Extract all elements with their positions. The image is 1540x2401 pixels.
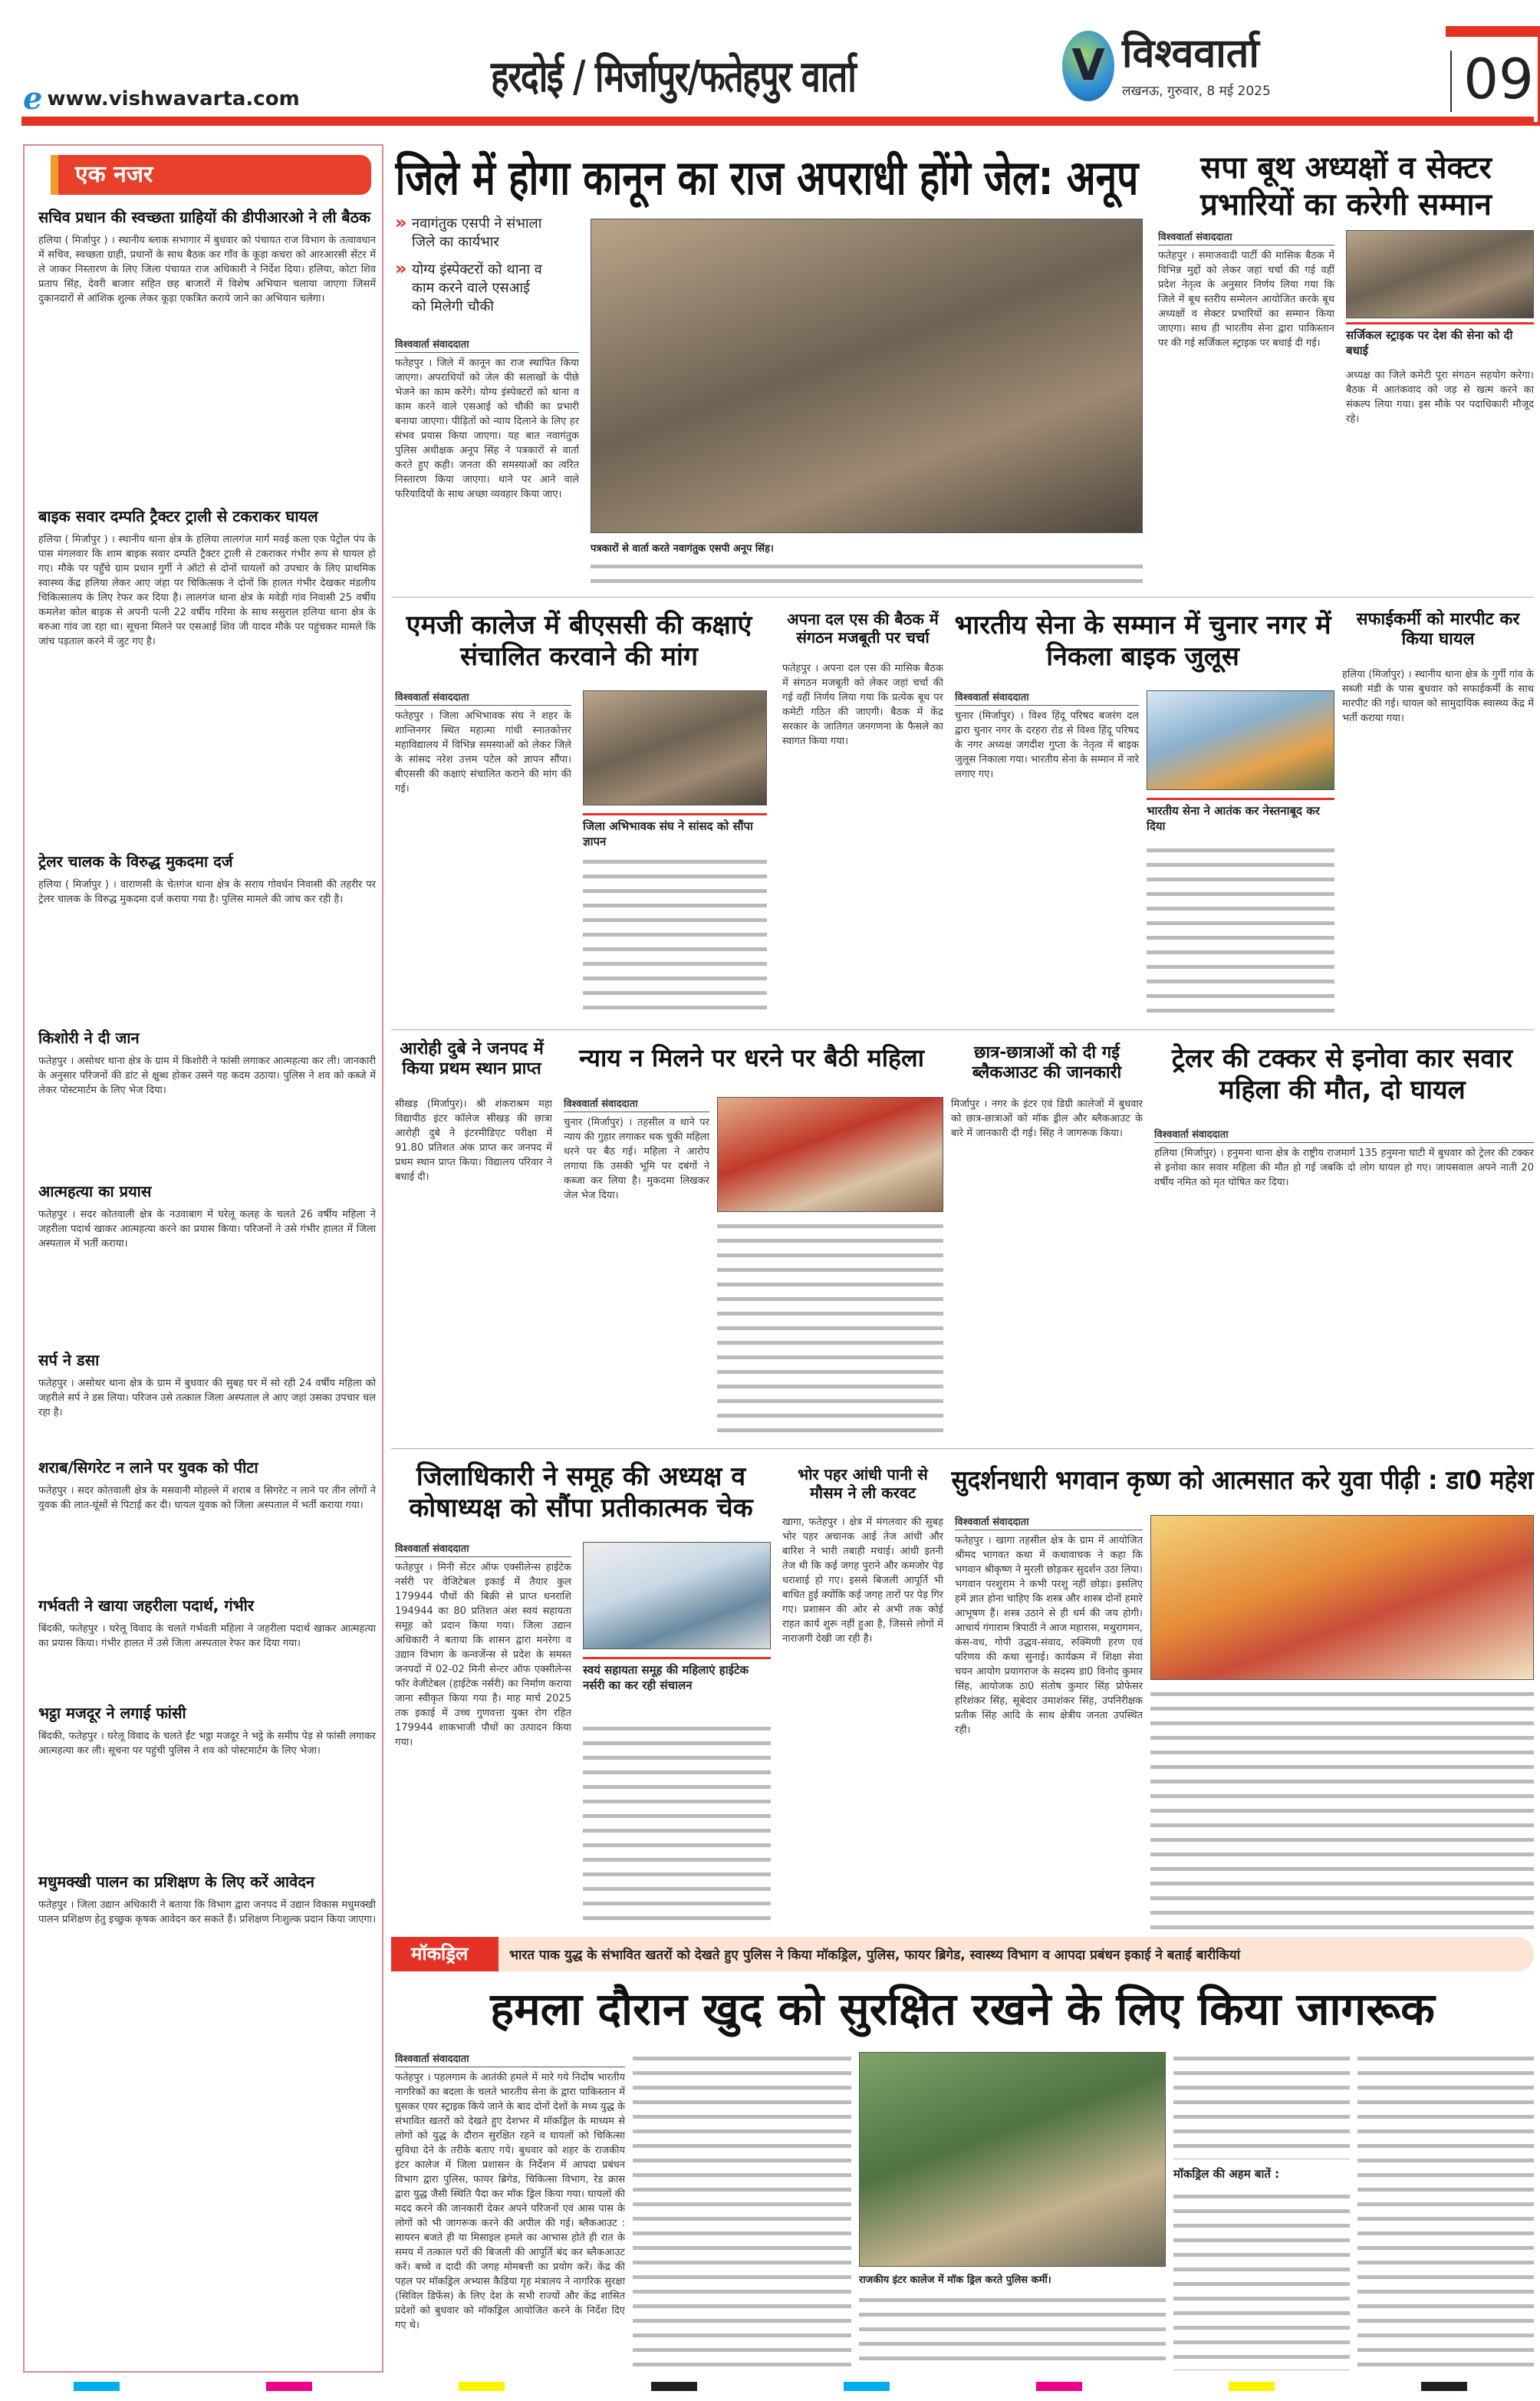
mg-college-body-continued bbox=[583, 855, 767, 1020]
sp-press-photo bbox=[591, 219, 1143, 533]
army-rally-body bbox=[955, 690, 1139, 1020]
left-news-body: बिंदकी, फतेहपुर । घरेलू विवाद के चलते गर्भवती महिला ने जहरीला पदार्थ खाकर आत्महत्या का प्रयास किया। गंभीर हालत में उसे जिला अस्पताल रेफर कर दिया गया। bbox=[38, 1623, 376, 1649]
blackout-headline: छात्र-छात्राओं को दी गई ब्लैकआउट की जानकारी bbox=[972, 1043, 1122, 1083]
body-text: चुनार (मिर्जापुर) । विश्व हिंदू परिषद बजरंग दल द्वारा चुनार नगर के दरहरा रोड से विश्व हिंदू परिषद के नगर अध्यक्ष जगदीश गुप्ता के नेतृत्व में बाइक जुलूस निकाला गया। भारतीय सेना के सम्मान में नारे लगाए गए। bbox=[955, 710, 1139, 780]
mg-college-photo bbox=[583, 690, 767, 805]
byline: विश्ववार्ता संवाददाता bbox=[564, 1097, 709, 1112]
left-news-headline: शराब/सिगरेट न लाने पर युवक को पीटा bbox=[38, 1458, 258, 1477]
left-news-body: हलिया ( मिर्जापुर ) । वाराणसी के चेतगंज थाना क्षेत्र के सराय गोवर्धन निवासी की तहरीर पर ट्रेलर चालक के विरुद्ध मुकदमा दर्ज कराया गया है। पुलिस मामले की जांच कर रही है। bbox=[38, 879, 376, 905]
mg-college-caption: जिला अभिभावक संघ ने सांसद को सौंपा ज्ञापन bbox=[583, 813, 767, 849]
mockdrill-body bbox=[395, 2052, 625, 2370]
lead-body-continued bbox=[591, 560, 1143, 591]
mockdrill-caption: राजकीय इंटर कालेज में मॉक ड्रिल करते पुलिस कर्मी। bbox=[859, 2274, 1051, 2286]
apna-dal-headline: अपना दल एस की बैठक में संगठन मजबूती पर चर्चा bbox=[787, 610, 939, 647]
browser-e-icon: e bbox=[23, 81, 43, 117]
sp-sub-body: अध्यक्ष का जिले कमेटी पूरा संगठन सहयोग करेगा। बैठक में आतंकवाद को जड़ से खत्म करने का संकल्प लिया गया। इस मौके पर पदाधिकारी मौजूद रहे। bbox=[1346, 370, 1534, 425]
trailer-headline: ट्रेलर की टक्कर से इनोवा कार सवार महिला की मौत, दो घायल bbox=[1171, 1043, 1513, 1105]
body-text: फतेहपुर । समाजवादी पार्टी की मासिक बैठक में विभिन्न मुद्दों को लेकर जहां चर्चा की गई वहीं प्रदेश नेतृत्व के अनुसार निर्णय लिया गया कि जिले में बूथ स्तरीय सम्मेलन आयोजित करके बूथ अध्यक्षों व सेक्टर प्रभारियों का सम्मान किया जाएगा। साथ ही भारतीय सेना द्वारा पाकिस्तान पर की गई सर्जिकल स्ट्राइक पर बधाई दी गई। bbox=[1158, 250, 1334, 349]
left-news-body: फतेहपुर । जिला उद्यान अधिकारी ने बताया कि विभाग द्वारा जनपद में उद्यान विकास मधुमक्खी पालन प्रशिक्षण हेतु इच्छुक कृषक आवेदन कर सकते हैं। प्रशिक्षण निःशुल्क प्रदान किया जाएगा। bbox=[38, 1899, 376, 1925]
mockdrill-banner-text: भारत पाक युद्ध के संभावित खतरों को देखते हुए पुलिस ने किया मॉकड्रिल, पुलिस, फायर ब्रिगेड, स्वास्थ्य विभाग व आपदा प्रबंधन इकाई ने बताई बारीकियां bbox=[509, 1948, 1240, 1963]
bike-rally-photo bbox=[1147, 690, 1334, 790]
byline: विश्ववार्ता संवाददाता bbox=[395, 2052, 625, 2067]
page-number: 09 bbox=[1446, 26, 1540, 126]
divider bbox=[391, 1029, 1534, 1030]
body-text: फतेहपुर । जिले में कानून का राज स्थापित किया जाएगा। अपराधियों को जेल की सलाखों के पीछे भेजने का काम करेंगे। योग्य इंस्पेक्टरों को थाना व काम करने वाले एसआई को चौकी का प्रभारी बनाया जाएगा। पीड़ितों को न्याय दिलाने के लिए हर संभव प्रयास किया जाएगा। यह बात नवागंतुक पुलिस अधीक्षक अनूप सिंह ने पत्रकारों से वार्ता करते हुए कही। जनता की समस्याओं का त्वरित निस्तारण किया जाएगा। थाने पर आने वाले फरियादियों के साथ अच्छा व्यवहार किया जाए। bbox=[395, 357, 579, 500]
weather-headline: भोर पहर आंधी पानी से मौसम ने ली करवट bbox=[798, 1465, 928, 1502]
sudarshan-headline: सुदर्शनधारी भगवान कृष्ण को आत्मसात करे युवा पीढ़ी : डा0 महेश bbox=[951, 1465, 1534, 1496]
byline: विश्ववार्ता संवाददाता bbox=[1154, 1128, 1534, 1143]
sp-headline: सपा बूथ अध्यक्षों व सेक्टर प्रभारियों का करेगी सम्मान bbox=[1200, 150, 1492, 222]
body-text: फतेहपुर । मिनी सेंटर ऑफ एक्सीलेन्स हाईटेक नर्सरी पर वेजिटेबल इकाई में तैयार कुल 179944 पौधों की बिक्री से प्राप्त धनराशि 194944 का 80 प्रतिशत अंश स्वयं सहायता समूह को प्रदान किया गया। जिला उद्यान अधिकारी ने बताया कि शासन द्वारा मनरेगा व उद्यान विभाग के कन्वर्जेन्स से प्रदेश के समस्त जनपदों में 02-02 मिनी सेन्टर ऑफ एक्सीलेन्स फॉर वेजीटेबल (हाईटेक नर्सरी) का निर्माण कराया जाना स्वीकृत किया गया है। माह मार्च 2025 तक इकाई में उच्च गुणवत्ता युक्त रोग रहित 179944 शाकभाजी पौधों का उत्पादन किया गया। bbox=[395, 1562, 571, 1748]
mockdrill-body-continued bbox=[1173, 2190, 1350, 2370]
sp-body bbox=[1158, 230, 1334, 591]
left-news-headline: ट्रेलर चालक के विरुद्ध मुकदमा दर्ज bbox=[38, 852, 233, 871]
left-news-body: फतेहपुर । असोथर थाना क्षेत्र के ग्राम में किशोरी ने फांसी लगाकर आत्महत्या कर ली। जानकारी के अनुसार परिजनों की डांट से क्षुब्ध होकर उसने यह कदम उठाया। पुलिस ने शव को कब्जे में लेकर पोस्टमार्टम के लिए भेज दिया। bbox=[38, 1056, 376, 1096]
left-news-body: फतेहपुर । सदर कोतवाली क्षेत्र के मसवानी मोहल्ले में शराब व सिगरेट न लाने पर तीन लोगों ने युवक की लात-घूंसों से पिटाई कर दी। घायल युवक को जिला अस्पताल में भर्ती कराया गया। bbox=[38, 1485, 376, 1511]
trailer-body bbox=[1154, 1128, 1534, 1442]
army-rally-headline: भारतीय सेना के सम्मान में चुनार नगर में निकला बाइक जुलूस bbox=[954, 610, 1331, 672]
byline: विश्ववार्ता संवाददाता bbox=[395, 338, 579, 353]
lead-bullets bbox=[395, 215, 548, 325]
mockdrill-body-continued bbox=[633, 2052, 851, 2370]
dharna-headline: न्याय न मिलने पर धरने पर बैठी महिला bbox=[578, 1043, 925, 1072]
globe-v-logo-icon: V bbox=[1062, 31, 1114, 101]
sp-subhead: सर्जिकल स्ट्राइक पर देश की सेना को दी बधाई bbox=[1346, 322, 1534, 358]
dateline: लखनऊ, गुरुवार, 8 मई 2025 bbox=[1122, 84, 1271, 99]
mockdrill-tag: मॉकड्रिल bbox=[391, 1937, 499, 1971]
left-news-headline: बाइक सवार दम्पति ट्रैक्टर ट्राली से टकराकर घायल bbox=[38, 507, 318, 525]
mockdrill-body-continued bbox=[1357, 2052, 1534, 2370]
byline: विश्ववार्ता संवाददाता bbox=[955, 1515, 1143, 1530]
dharna-body-continued bbox=[717, 1220, 943, 1442]
sudarshan-body bbox=[955, 1515, 1143, 1929]
section-title: हरदोई / मिर्जापुर/फतेहपुर वार्ता bbox=[491, 52, 856, 102]
army-rally-caption: भारतीय सेना ने आतंक कर नेस्तनाबूद कर दिया bbox=[1147, 798, 1334, 834]
left-news-headline: सचिव प्रधान की स्वच्छता ग्राहियों की डीपीआरओ ने ली बैठक bbox=[38, 208, 371, 226]
left-news-body: हलिया ( मिर्जापुर ) । स्थानीय ब्लाक सभागार में बुधवार को पंचायत राज विभाग के तत्वावधान में सचिव, स्वच्छता ग्राही, प्रधानों के साथ बैठक कर गाँव के कूड़ा कचरा को आरआरसी सेंटर में ले जाकर निस्तारण के लिए जिला पंचायत राज अधिकारी ने निर्देश दिया। हलिया, कोटा शिव प्रताप सिंह, देवरी बाजार सहित छह बाजारों में विशेष अभियान चलाया जाएगा जिसमें दुकानदारों से आंशिक शुल्क लेकर कूड़ा एकत्रित कराये जाने का अभियान चलेगा। bbox=[38, 235, 376, 305]
mockdrill-photo bbox=[859, 2052, 1166, 2267]
lead-bullet: » नवागंतुक एसपी ने संभाला जिले का कार्यभार bbox=[395, 215, 548, 252]
left-news-body: फतेहपुर । असोथर थाना क्षेत्र के ग्राम में बुधवार की सुबह घर में सो रही 24 वर्षीय महिला को जहरीले सर्प ने डस लिया। परिजन उसे तत्काल जिला अस्पताल ले आए जहां उसका उपचार चल रहा है। bbox=[38, 1378, 376, 1418]
print-color-bars bbox=[0, 2382, 1540, 2393]
blackout-body: मिर्जापुर । नगर के इंटर एवं डिग्री कालेजों में बुधवार को छात्र-छात्राओं को मॉक ड्रील और ब्लैकआउट के बारे में जानकारी दी गई। सिंह ने जागरूक किया। bbox=[951, 1098, 1143, 1139]
left-news-headline: सर्प ने डसा bbox=[38, 1351, 100, 1369]
dm-cheque-headline: जिलाधिकारी ने समूह की अध्यक्ष व कोषाध्यक्ष को सौंपा प्रतीकात्मक चेक bbox=[409, 1461, 753, 1523]
mg-college-body bbox=[395, 690, 571, 1020]
left-news-headline: गर्भवती ने खाया जहरीला पदार्थ, गंभीर bbox=[38, 1596, 255, 1615]
cheque-handover-photo bbox=[583, 1542, 771, 1649]
woman-dharna-photo bbox=[717, 1097, 943, 1212]
lead-body bbox=[395, 338, 579, 591]
lead-caption: पत्रकारों से वार्ता करते नवागंतुक एसपी अनूप सिंह। bbox=[591, 543, 774, 555]
safaikarmi-headline: सफाईकर्मी को मारपीट कर किया घायल bbox=[1356, 610, 1520, 650]
ek-najar-label: एक नजर bbox=[51, 155, 371, 195]
arohi-body: सीखड़ (मिर्जापुर)। श्री शंकराश्रम महा विद्यापीठ इंटर कॉलेज सीखड़ की छात्रा आरोही दुबे ने इंटरमीडिएट परीक्षा में 91.80 प्रतिशत अंक प्राप्त कर जनपद में प्रथम स्थान प्राप्त किया। विद्यालय परिवार ने बधाई दी। bbox=[395, 1098, 552, 1183]
body-text: फतेहपुर । पहलगाम के आतंकी हमले में मारे गये निर्दोष भारतीय नागरिकों का बदला के चलते भारतीय सेना के द्वारा पाकिस्तान में घुसकर एयर स्ट्राइक किये जाने के बाद दोनों देशों के मध्य युद्ध के संभावित खतरों को देखते हुए देशभर में मॉकड्रिल के माध्यम से लोगों को युद्ध के दौरान सुरक्षित रहने व घायलों को चिकित्सा सुविधा देने के तरीके बताए गये। बुधवार को शहर के राजकीय इंटर कालेज में जिला प्रशासन के निर्देशन में आपदा प्रबंधन विभाग द्वारा पुलिस, फायर ब्रिगेड, चिकित्सा विभाग, रेड क्रास द्वारा युद्ध जैसी स्थिति पैदा कर मॉक ड्रिल किया गया। घायलों की मदद करने की जानकारी देकर अपने परिजनों एवं आस पास के लोगों को भी जागरूक करने की अपील की गई। ब्लैकआउट : सायरन बजते ही या मिसाइल हमले का आभास होते ही रात के समय में तत्काल घरों की बिजली की आपूर्ति बंद कर ब्लैकआउट करें। बच्चे व दादी की जगह मोमबत्ती का प्रयोग करें। केंद्र की पहल पर मॉकड्रिल अभ्यास कैडिया गृह मंत्रालय ने नागरिक सुरक्षा (सिविल डिफेंस) के लिए देश के सभी राज्यों और केंद्र शासित प्रदेशों को बुधवार को मॉकड्रिल आयोजित करने के निर्देश दिए गए थे। bbox=[395, 2072, 625, 2331]
lead-bullet: » योग्य इंस्पेक्टरों को थाना व काम करने वाले एसआई को मिलेगी चौकी bbox=[395, 261, 548, 316]
header-divider bbox=[21, 117, 1534, 126]
dharna-body bbox=[564, 1097, 709, 1442]
mockdrill-subhead: मॉकड्रिल की अहम बातें : bbox=[1173, 2167, 1280, 2181]
left-news-headline: मधुमक्खी पालन का प्रशिक्षण के लिए करें आवेदन bbox=[38, 1872, 314, 1891]
safaikarmi-body: हलिया (मिर्जापुर) । स्थानीय थाना क्षेत्र के गुर्गी गांव के सब्जी मंडी के पास बुधवार को सफाईकर्मी के साथ मारपीट की गई। घायल को सामुदायिक स्वास्थ्य केंद्र में भर्ती कराया गया। bbox=[1342, 669, 1534, 724]
sudarshan-body-continued bbox=[1150, 1688, 1534, 1929]
left-news-headline: भट्ठा मजदूर ने लगाई फांसी bbox=[38, 1704, 186, 1722]
body-text: फतेहपुर । जिला अभिभावक संघ ने शहर के शान्तिनगर स्थित महात्मा गांधी स्नातकोत्तर महाविद्यालय में विभिन्न समस्याओं को लेकर जिले के सांसद नरेश उत्तम पटेल को ज्ञापन सौंपा। बीएससी की कक्षाएं संचालित कराने की मांग की गई। bbox=[395, 710, 571, 795]
dm-cheque-caption: स्वयं सहायता समूह की महिलाएं हाईटेक नर्सरी का कर रही संचालन bbox=[583, 1657, 771, 1693]
lead-headline: जिले में होगा कानून का राज अपराधी होंगे जेल: अनूप bbox=[395, 150, 1139, 206]
website-url[interactable] bbox=[23, 81, 300, 117]
body-text: फतेहपुर । खागा तहसील क्षेत्र के ग्राम में आयोजित श्रीमद भागवत कथा में कथावाचक ने कहा कि भगवान श्रीकृष्ण ने मुरली छोड़कर सुदर्शन उठा लिया। भगवान परशुराम ने कभी परशु नहीं छोड़ा। इसलिए हमें ज्ञात होना चाहिए कि शस्त्र और शास्त्र दोनों हमारे आभूषण हैं। शस्त्र उठाने से ही धर्म की जय होगी। आचार्य गंगाराम त्रिपाठी ने आज महारास, मथुरागमन, कंस-वध, गोपी उद्धव-संवाद, रुक्मिणी हरण एवं परिणय की कथा सुनाई। कार्यक्रम में शिक्षा सेवा चयन आयोग प्रयागराज के सदस्य डा0 विनोद कुमार सिंह, आयोजक ठा0 संतोष कुमार सिंह प्रोफेसर हरिशंकर सिंह, सूबेदार उमाशंकर सिंह, उपनिरीक्षक प्रतीक सिंह आदि के साथ क्षेत्रीय जनता उपस्थित रही। bbox=[955, 1535, 1143, 1736]
bhagwat-katha-photo bbox=[1150, 1515, 1534, 1680]
mg-college-headline: एमजी कालेज में बीएससी की कक्षाएं संचालित करवाने की मांग bbox=[406, 610, 752, 672]
left-news-body: बिंदकी, फतेहपुर । घरेलू विवाद के चलते ईंट भट्ठा मजदूर ने भट्ठे के समीप पेड़ से फांसी लगाकर आत्महत्या कर ली। सूचना पर पहुंची पुलिस ने शव को पोस्टमार्टम के लिए भेजा। bbox=[38, 1731, 376, 1757]
left-news-body: हलिया ( मिर्जापुर ) । स्थानीय थाना क्षेत्र के हलिया लालगंज मार्ग मवई कला एक पेट्रोल पंप के पास मंगलवार कि शाम बाइक सवार दम्पति ट्रैक्टर ट्राली से टकराकर गंभीर रूप से घायल हो गए। मौके पर पहुँचे ग्राम प्रधान गुर्गी ने ऑटो से दोनों घायलों को उपचार के लिए प्राथमिक स्वास्थ्य केंद्र हलिया लेकर आए जंहा पर चिकित्सक ने दोनों कि हालत गंभीर देखकर मंडलीय चिकित्सालय के लिए रेफर कर दिया है। लालगंज थाना क्षेत्र के मवेडी गांव निवासी 25 वर्षीय कमलेश कोल बाइक से अपनी पत्नी 22 वर्षीय गरिमा के साथ ससुराल हलिया थाना क्षेत्र के बरुआ गांव जा रहा था। सूचना मिलने पर एसआई शिव जी यादव मौके पर पहुंचकर मामले कि जांच पड़ताल करने में जुट गए है। bbox=[38, 534, 376, 647]
army-rally-body-continued bbox=[1147, 844, 1334, 1020]
byline: विश्ववार्ता संवाददाता bbox=[395, 1542, 571, 1557]
sp-meeting-photo bbox=[1346, 230, 1534, 318]
byline: विश्ववार्ता संवाददाता bbox=[1158, 230, 1334, 245]
paper-logo bbox=[1062, 31, 1271, 101]
dm-cheque-body-continued bbox=[583, 1722, 771, 1929]
left-news-headline: किशोरी ने दी जान bbox=[38, 1029, 140, 1047]
divider bbox=[391, 1448, 1534, 1449]
mockdrill-body-continued bbox=[1173, 2052, 1350, 2159]
left-news-body: फतेहपुर । सदर कोतवाली क्षेत्र के नउवाबाग में घरेलू कलह के चलते 26 वर्षीय महिला ने जहरीला पदार्थ खाकर आत्महत्या करने का प्रयास किया। परिजनों ने उसे गंभीर हालत में जिला अस्पताल में भर्ती कराया। bbox=[38, 1209, 376, 1250]
byline: विश्ववार्ता संवाददाता bbox=[955, 690, 1139, 706]
url-text: www.vishwavarta.com bbox=[47, 87, 300, 110]
body-text: चुनार (मिर्जापुर) । तहसील व थाने पर न्याय की गुहार लगाकर थक चुकी महिला धरने पर बैठ गई। महिला ने आरोप लगाया कि उसकी भूमि पर दबंगों ने कब्जा कर लिया है। मुकदमा लिखकर जेल भेज दिया। bbox=[564, 1117, 709, 1201]
paper-name: विश्ववार्ता bbox=[1122, 31, 1259, 77]
mockdrill-banner bbox=[391, 1937, 1534, 1971]
body-text: हलिया (मिर्जापुर) । हनुमना थाना क्षेत्र के राष्ट्रीय राजमार्ग 135 हनुमना घाटी में बुधवार को ट्रेलर की टक्कर से इनोवा कार सवार महिला की मौत हो गई जबकि दो लोग घायल हो गए। जायसवाल अपने नाती 20 वर्षीय नमित को मृत घोषित कर दिया। bbox=[1154, 1148, 1534, 1188]
arohi-headline: आरोही दुबे ने जनपद में किया प्रथम स्थान प्राप्त bbox=[400, 1039, 544, 1079]
mockdrill-body-continued bbox=[859, 2294, 1166, 2370]
left-news-headline: आत्महत्या का प्रयास bbox=[38, 1182, 152, 1200]
divider bbox=[391, 597, 1534, 598]
weather-body: खागा, फतेहपुर । क्षेत्र में मंगलवार की सुबह भोर पहर अचानक आई तेज आंधी और बारिश ने भारी तबाही मचाई। आंधी इतनी तेज थी कि कई जगह पुराने और कमजोर पेड़ धराशाई हो गए। इससे बिजली आपूर्ति भी बाधित हुई क्योंकि कई जगह तारों पर पेड़ गिर गए। प्रशासन की ओर से अभी तक कोई राहत कार्य शुरू नहीं हुआ है, जिससे लोगों में नाराजगी देखी जा रही है। bbox=[782, 1517, 943, 1645]
mockdrill-headline: हमला दौरान खुद को सुरक्षित रखने के लिए किया जागरूक bbox=[490, 1983, 1435, 2035]
dm-cheque-body bbox=[395, 1542, 571, 1929]
byline: विश्ववार्ता संवाददाता bbox=[395, 690, 571, 706]
apna-dal-body: फतेहपुर । अपना दल एस की मासिक बैठक में संगठन मजबूती को लेकर जहां चर्चा की गई वहीं निर्णय लिया गया कि प्रत्येक बूथ पर कमेटी गठित की जाएगी। बैठक में केंद्र सरकार के जातिगत जनगणना के फैसले का स्वागत किया गया। bbox=[782, 663, 943, 747]
